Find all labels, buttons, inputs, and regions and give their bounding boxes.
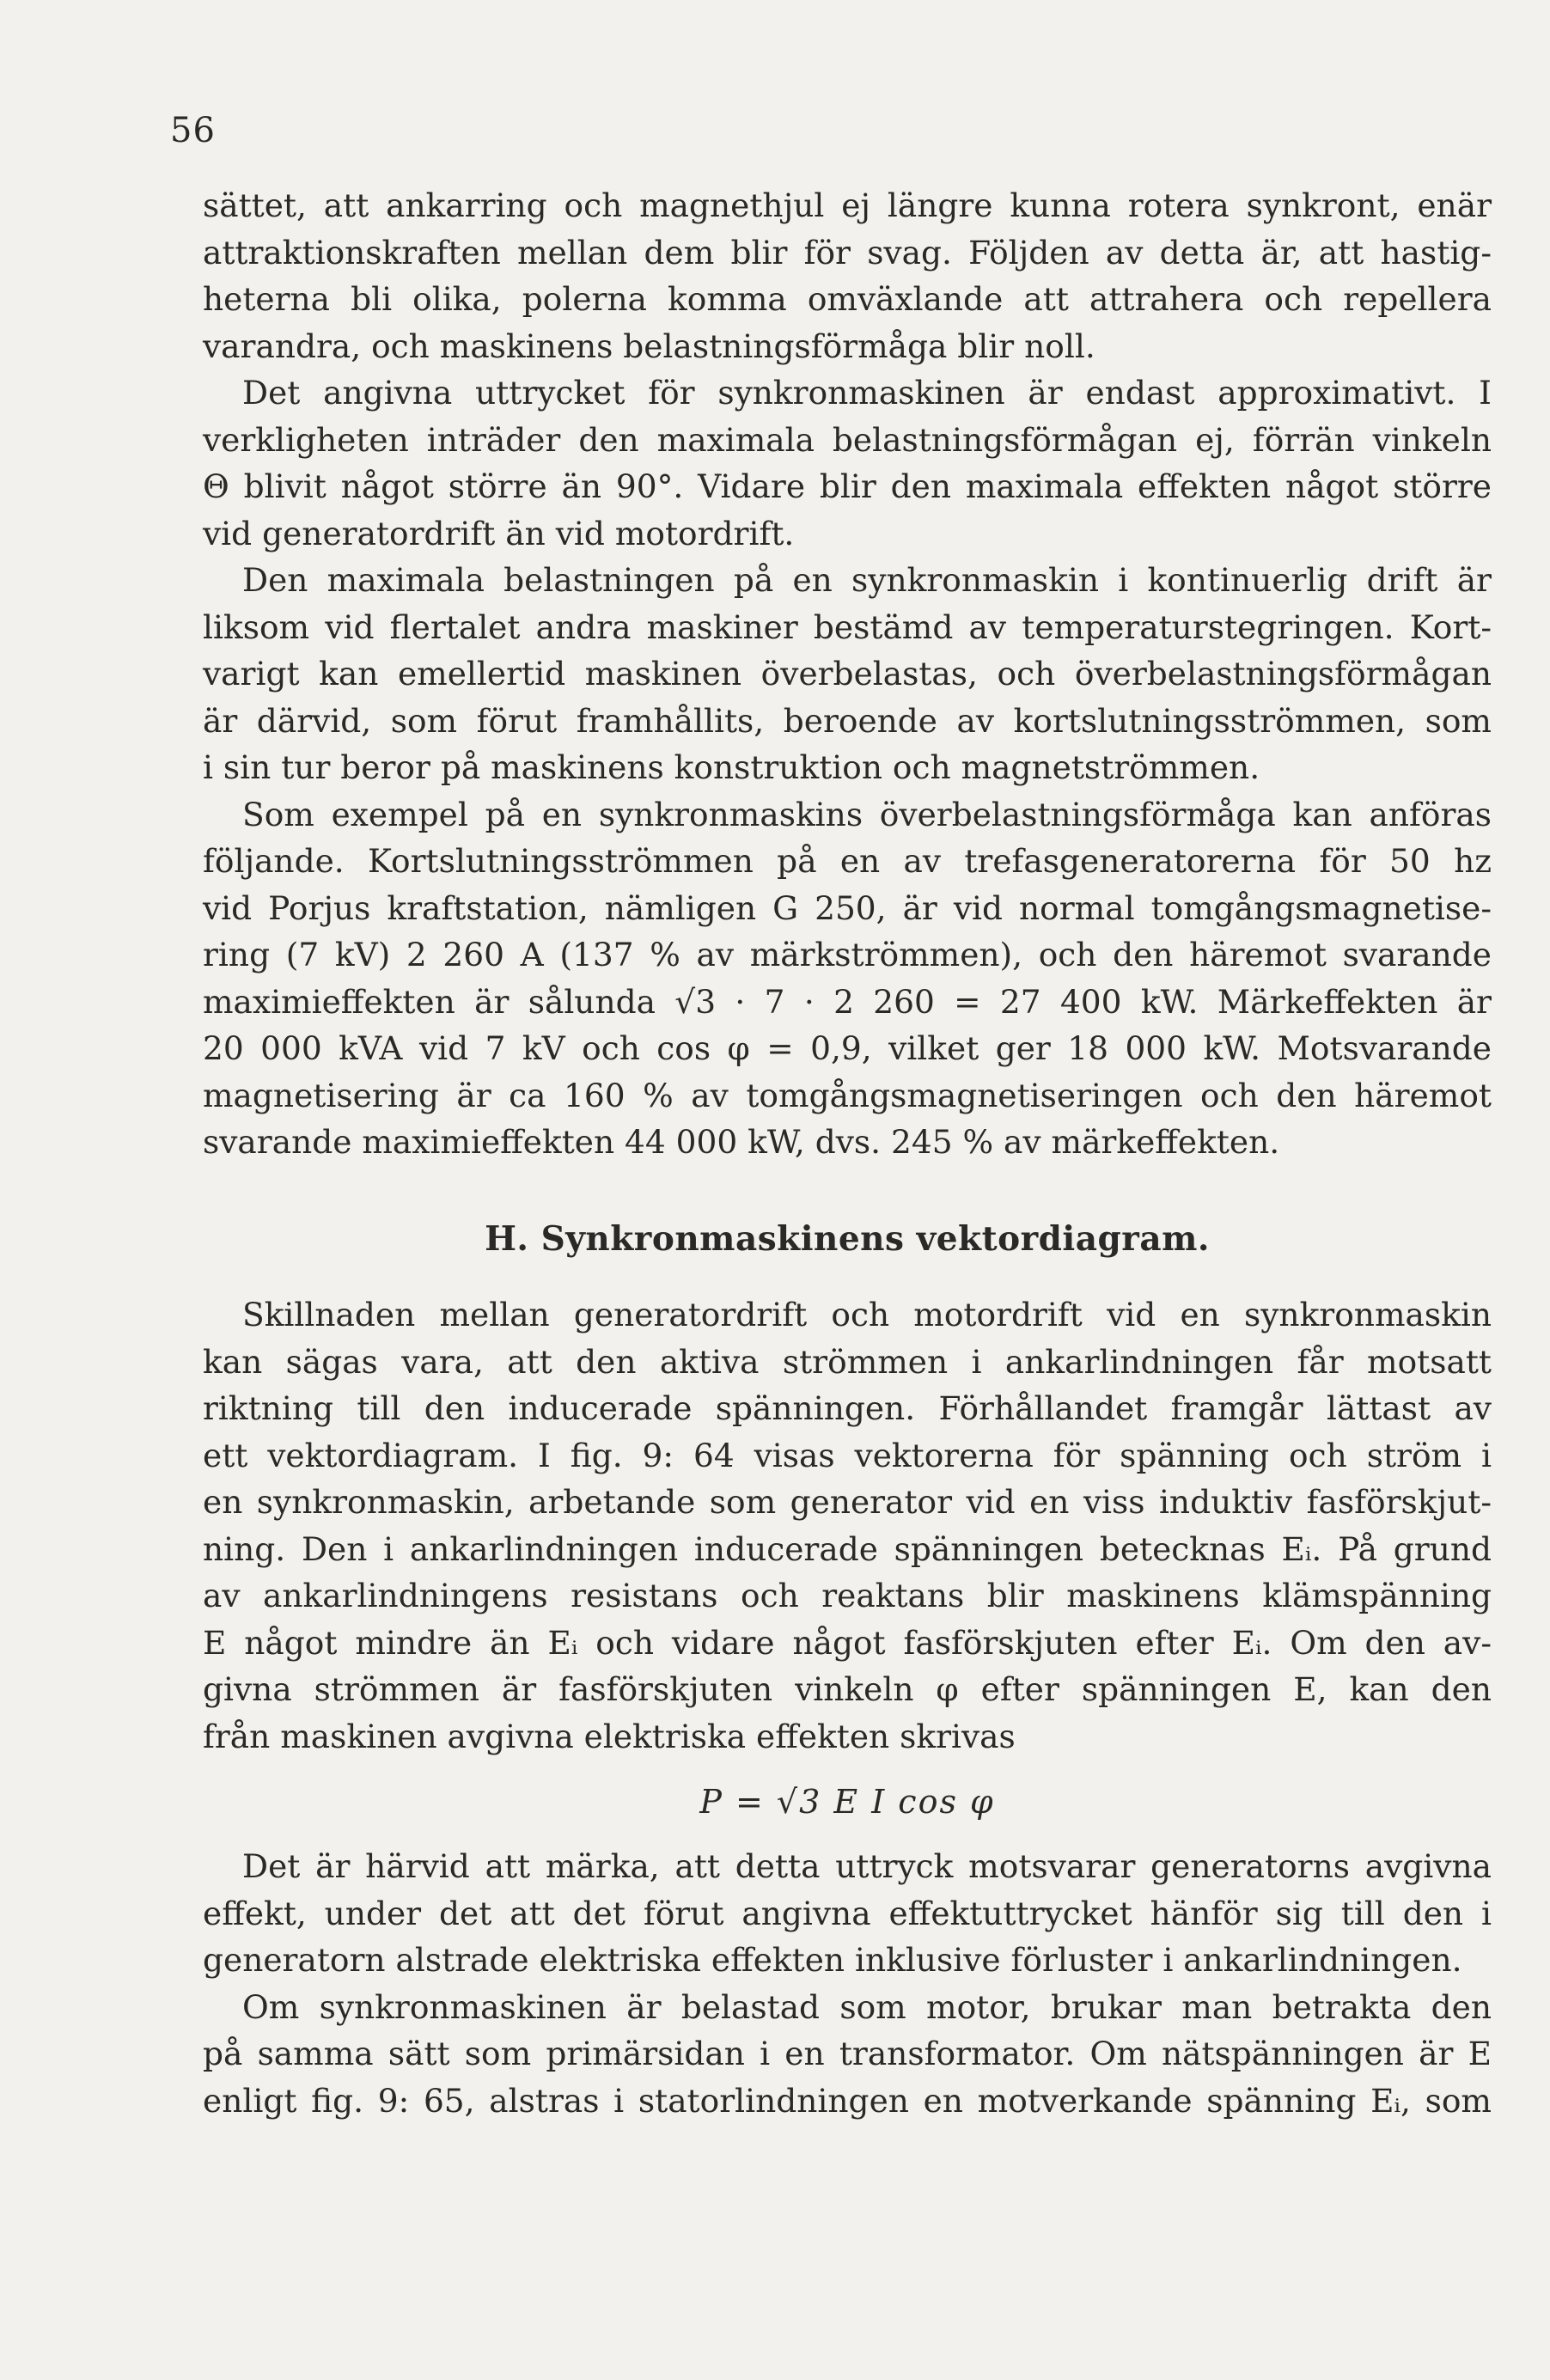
text-line: vid Porjus kraftstation, nämligen G 250, är vid normal tomgångsmagnetise-: [203, 888, 1492, 927]
text-line: kan sägas vara, att den aktiva strömmen i ankarlindningen får motsatt: [203, 1342, 1492, 1381]
text-line: av ankarlindningens resistans och reaktans blir maskinens klämspänning: [203, 1577, 1492, 1614]
text-line: maximieffekten är sålunda √3 · 7 · 2 260 = 27 400 kW. Märkeffekten är: [203, 982, 1492, 1021]
text-line: följande. Kortslutningsströmmen på en av trefasgeneratorerna för 50 hz: [203, 842, 1492, 880]
text-line: från maskinen avgivna elektriska effekten skrivas: [203, 1717, 1016, 1755]
text-line: varandra, och maskinens belastningsförmåga blir noll.: [203, 326, 1095, 365]
text-line: är därvid, som förut framhållits, beroende av kortslutningsströmmen, som: [203, 701, 1492, 740]
text-line: Som exempel på en synkronmaskins överbelastningsförmåga kan anföras: [242, 795, 1492, 833]
text-line: effekt, under det att det förut angivna effektuttrycket hänför sig till den i: [203, 1894, 1492, 1932]
text-line: enligt fig. 9: 65, alstras i statorlindningen en motverkande spänning Eᵢ, som: [203, 2081, 1492, 2120]
text-line: givna strömmen är fasförskjuten vinkeln φ efter spänningen E, kan den: [203, 1670, 1492, 1708]
text-line: i sin tur beror på maskinens konstruktion och magnetströmmen.: [203, 748, 1260, 786]
section-3-text: [203, 1843, 1492, 2124]
section-1-text: [203, 182, 1492, 1166]
text-line: Om synkronmaskinen är belastad som motor, brukar man betrakta den: [242, 1987, 1492, 2026]
text-line: Den maximala belastningen på en synkronmaskin i kontinuerlig drift är: [242, 561, 1492, 599]
text-line: vid generatordrift än vid motordrift.: [203, 514, 795, 552]
text-line: 20 000 kVA vid 7 kV och cos φ = 0,9, vilket ger 18 000 kW. Motsvarande: [203, 1029, 1492, 1067]
section-2-text: [203, 1291, 1492, 1760]
text-line: Θ blivit något större än 90°. Vidare blir den maximala effekten något större: [203, 467, 1492, 505]
power-formula: P = √3 E I cos φ: [699, 1783, 995, 1821]
text-line: magnetisering är ca 160 % av tomgångsmagnetiseringen och den häremot: [203, 1076, 1492, 1114]
text-line: Det angivna uttrycket för synkronmaskinen är endast approximativt. I: [242, 374, 1492, 412]
text-line: riktning till den inducerade spänningen. Förhållandet framgår lättast av: [203, 1389, 1492, 1427]
text-line: heterna bli olika, polerna komma omväxlande att attrahera och repellera: [203, 280, 1492, 318]
text-line: ning. Den i ankarlindningen inducerade spänningen betecknas Eᵢ. På grund: [203, 1529, 1492, 1568]
text-line: verkligheten inträder den maximala belastningsförmågan ej, förrän vinkeln: [203, 420, 1492, 459]
text-line: varigt kan emellertid maskinen överbelastas, och överbelastningsförmågan: [203, 655, 1492, 693]
text-line: en synkronmaskin, arbetande som generator vid en viss induktiv fasförskjut-: [203, 1483, 1492, 1521]
text-line: liksom vid flertalet andra maskiner bestämd av temperaturstegringen. Kort-: [203, 607, 1492, 646]
text-line: svarande maximieffekten 44 000 kW, dvs. 245 % av märkeffekten.: [203, 1123, 1280, 1161]
text-line: på samma sätt som primärsidan i en transformator. Om nätspänningen är E: [203, 2035, 1492, 2072]
text-line: ett vektordiagram. I fig. 9: 64 visas vektorerna för spänning och ström i: [203, 1436, 1492, 1474]
page-number: 56: [170, 111, 216, 150]
text-line: sättet, att ankarring och magnethjul ej längre kunna rotera synkront, enär: [203, 186, 1492, 224]
text-line: attraktionskraften mellan dem blir för svag. Följden av detta är, att hastig-: [203, 233, 1492, 272]
section-heading: H. Synkronmaskinens vektordiagram.: [485, 1219, 1210, 1259]
text-line: generatorn alstrade elektriska effekten inklusive förluster i ankarlindningen.: [203, 1941, 1462, 1979]
text-line: E något mindre än Eᵢ och vidare något fasförskjuten efter Eᵢ. Om den av-: [203, 1623, 1492, 1662]
text-line: Skillnaden mellan generatordrift och motordrift vid en synkronmaskin: [242, 1296, 1492, 1333]
text-line: Det är härvid att märka, att detta uttryck motsvarar generatorns avgivna: [242, 1847, 1492, 1885]
text-line: ring (7 kV) 2 260 A (137 % av märkströmmen), och den häremot svarande: [203, 936, 1492, 973]
